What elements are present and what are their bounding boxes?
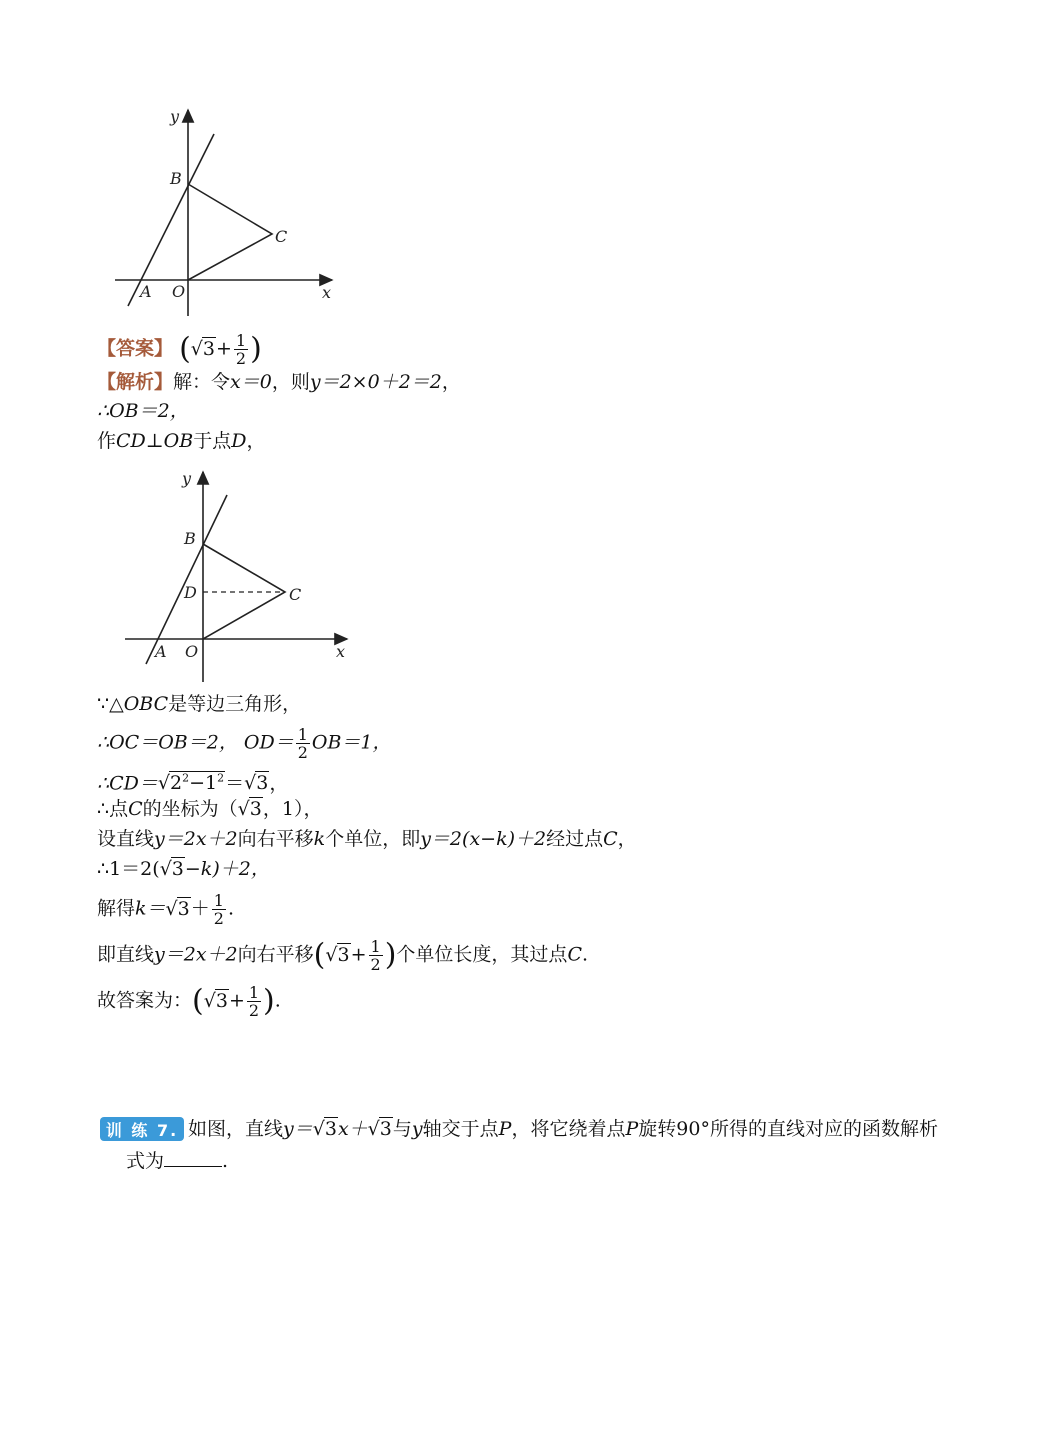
proof-line-1: ∵△OBC是等边三角形， xyxy=(97,693,302,715)
label-c: C xyxy=(289,585,302,604)
exercise-line-2: 式为 . xyxy=(126,1150,229,1172)
exercise-badge: 训 练 7. xyxy=(100,1117,184,1141)
label-a: A xyxy=(140,282,152,301)
proof-line-4: ∴点C的坐标为（√3，1）， xyxy=(97,798,323,820)
label-d: D xyxy=(184,583,197,602)
proof-line-2: ∴OC＝OB＝2， OD＝ $\frac{1}{2}$ OB＝1， xyxy=(97,725,392,762)
answer-tag: 【答案】 xyxy=(97,337,174,360)
answer-blank[interactable] xyxy=(164,1148,222,1167)
figure-1 xyxy=(110,100,350,320)
triangle-obc xyxy=(188,184,272,280)
proof-line-7: 解得k＝√3＋ $\frac{1}{2}$ . xyxy=(97,891,234,928)
label-x: x xyxy=(322,283,332,302)
answer-plus: + xyxy=(215,337,232,360)
label-y: y xyxy=(170,107,180,126)
answer-fraction: $\frac{1}{2}$ xyxy=(235,331,247,368)
proof-line-6: ∴1＝2(√3−k)＋2， xyxy=(97,858,270,880)
analysis-tag: 【解析】 xyxy=(97,371,174,393)
label-o: O xyxy=(172,282,186,301)
page-footer-mark xyxy=(478,1384,538,1388)
label-b: B xyxy=(170,169,182,188)
label-a: A xyxy=(155,642,167,661)
analysis-line-3: 作CD⊥OB于点D， xyxy=(97,430,266,452)
proof-line-8: 即直线y＝2x＋2向右平移(√3+ $\frac{1}{2}$ )个单位长度，其过点C. xyxy=(97,937,589,974)
exercise-line-1: 如图，直线y＝√3x＋√3与y轴交于点P，将它绕着点P旋转90°所得的直线对应的函数解析 xyxy=(188,1118,938,1140)
answer-sqrt: 3 xyxy=(202,337,215,360)
label-y: y xyxy=(182,469,192,488)
answer-line: 【答案】 (√3+ $\frac{1}{2}$ ) xyxy=(97,331,262,368)
label-b: B xyxy=(184,529,196,548)
figure-2 xyxy=(120,464,360,686)
proof-line-5: 设直线y＝2x＋2向右平移k个单位，即y＝2(x−k)＋2经过点C， xyxy=(97,828,637,850)
label-o: O xyxy=(185,642,199,661)
proof-line-3: $\therefore CD=√2^2-1^2=√3$， xyxy=(97,772,289,795)
label-x: x xyxy=(336,642,346,661)
proof-line-9: 故答案为：(√3+ $\frac{1}{2}$ ). xyxy=(97,983,281,1020)
analysis-line-2: ∴OB＝2， xyxy=(97,400,189,422)
analysis-line-1: 【解析】解：令x＝0，则y＝2×0＋2＝2， xyxy=(97,371,461,393)
label-c: C xyxy=(275,227,288,246)
